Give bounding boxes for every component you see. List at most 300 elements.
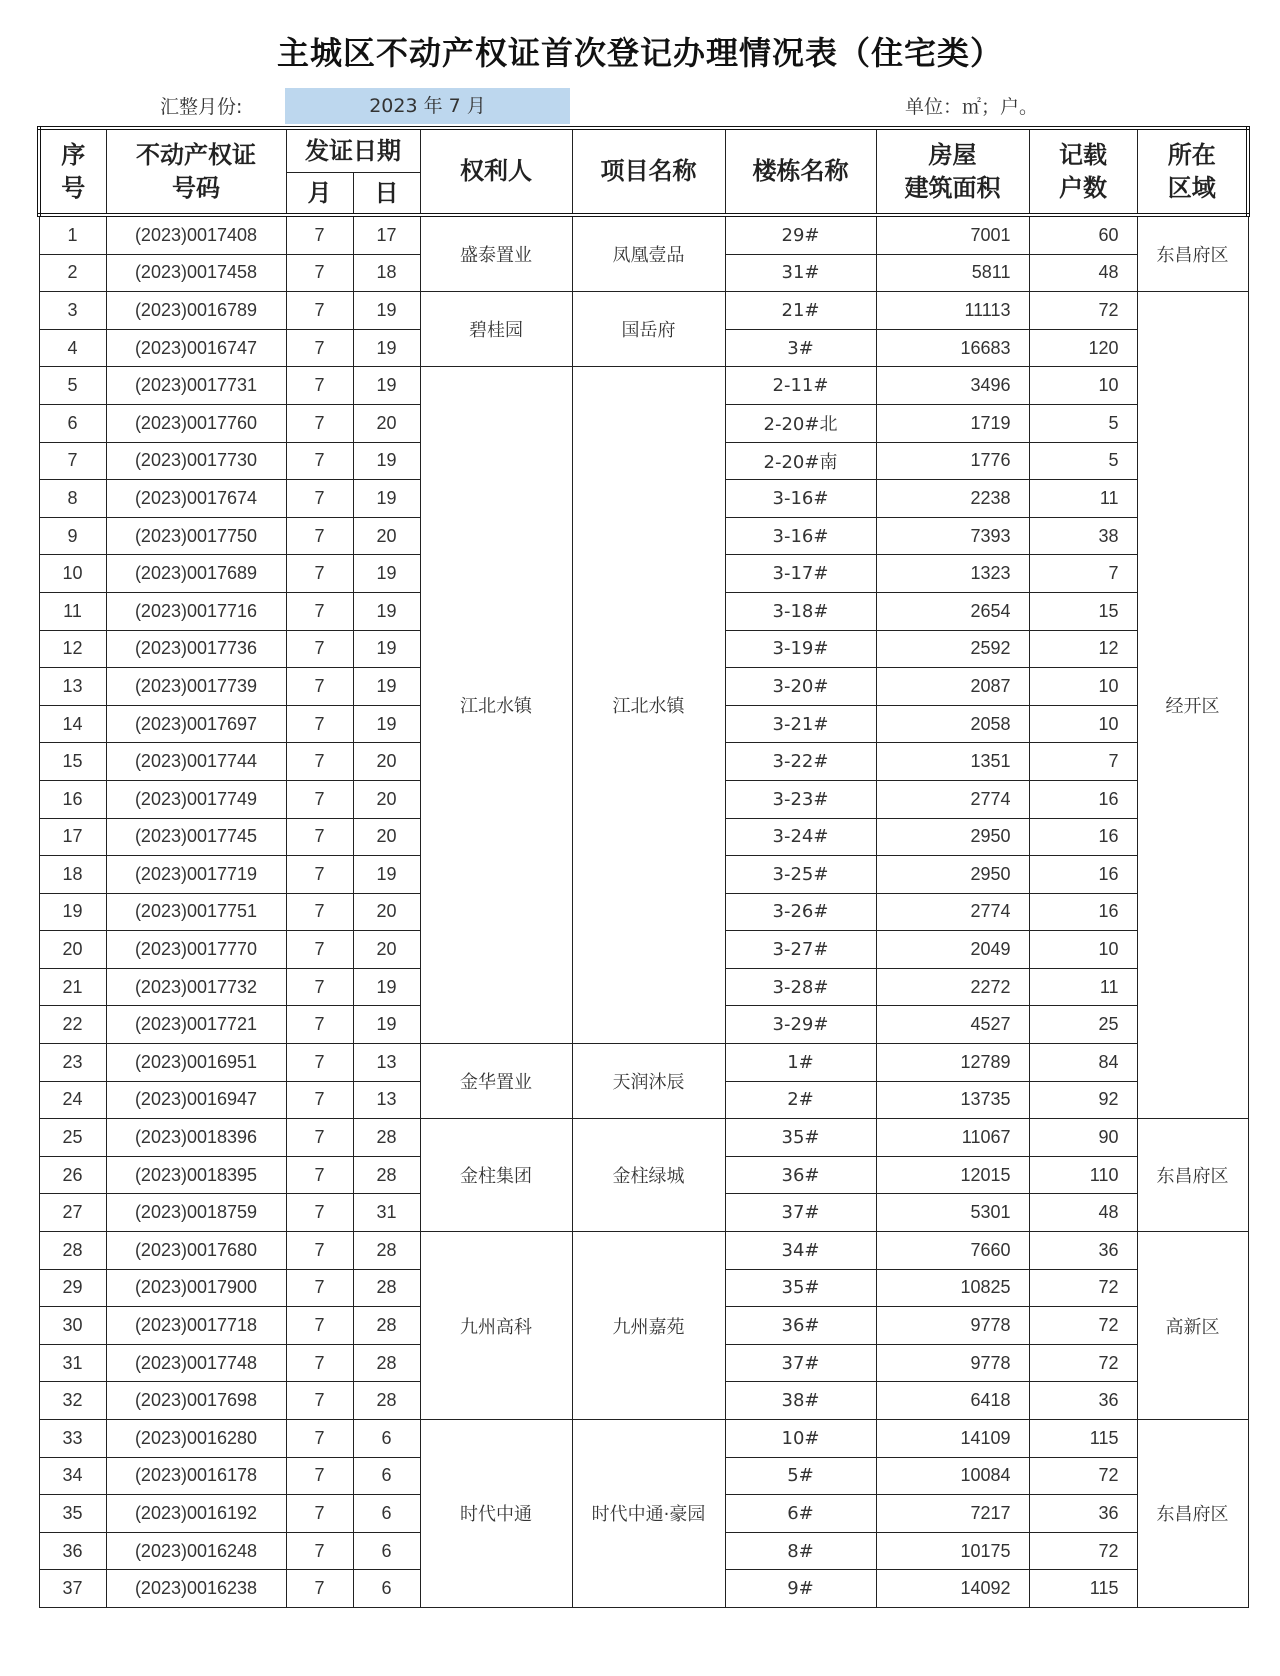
region-cell: 经开区 [1137,292,1248,1119]
building-cell: 36# [725,1307,876,1345]
households-cell: 7 [1029,555,1137,593]
area-cell: 5301 [876,1194,1029,1232]
region-cell: 东昌府区 [1137,1119,1248,1232]
day-cell: 31 [353,1194,420,1232]
households-cell: 115 [1029,1570,1137,1608]
seq-cell: 18 [39,856,106,894]
header-seq [39,128,106,215]
region-cell: 东昌府区 [1137,215,1248,292]
seq-cell: 14 [39,705,106,743]
day-cell: 19 [353,292,420,330]
header-cert [106,128,286,215]
households-cell: 5 [1029,404,1137,442]
area-cell: 3496 [876,367,1029,405]
month-cell: 7 [286,1570,353,1608]
seq-cell: 9 [39,517,106,555]
cert-number-cell: (2023)0017730 [106,442,286,480]
day-cell: 19 [353,705,420,743]
cert-number-cell: (2023)0017750 [106,517,286,555]
owner-cell: 碧桂园 [420,292,572,367]
day-cell: 19 [353,630,420,668]
households-cell: 36 [1029,1495,1137,1533]
households-cell: 16 [1029,856,1137,894]
day-cell: 19 [353,856,420,894]
households-cell: 84 [1029,1044,1137,1082]
seq-cell: 34 [39,1457,106,1495]
month-cell: 7 [286,968,353,1006]
day-cell: 6 [353,1495,420,1533]
cert-number-cell: (2023)0017751 [106,893,286,931]
cert-number-cell: (2023)0017732 [106,968,286,1006]
building-cell: 3-27# [725,931,876,969]
project-cell: 九州嘉苑 [572,1232,725,1420]
month-cell: 7 [286,1532,353,1570]
cert-number-cell: (2023)0016747 [106,329,286,367]
cert-number-cell: (2023)0016178 [106,1457,286,1495]
households-cell: 7 [1029,743,1137,781]
area-cell: 7393 [876,517,1029,555]
month-cell: 7 [286,1232,353,1270]
month-cell: 7 [286,480,353,518]
cert-number-cell: (2023)0018396 [106,1119,286,1157]
households-cell: 90 [1029,1119,1137,1157]
header-seq-line1: 序 [61,141,86,170]
building-cell: 38# [725,1382,876,1420]
cert-number-cell: (2023)0017739 [106,668,286,706]
day-cell: 20 [353,893,420,931]
area-cell: 12789 [876,1044,1029,1082]
building-cell: 3-18# [725,592,876,630]
project-cell: 天润沐辰 [572,1044,725,1119]
header-seq-line2: 号 [61,173,86,202]
households-cell: 16 [1029,893,1137,931]
day-cell: 28 [353,1307,420,1345]
month-cell: 7 [286,254,353,292]
building-cell: 10# [725,1420,876,1458]
day-cell: 19 [353,555,420,593]
households-cell: 10 [1029,705,1137,743]
seq-cell: 5 [39,367,106,405]
month-cell: 7 [286,1307,353,1345]
table-row [39,1119,1248,1157]
month-cell: 7 [286,329,353,367]
cert-number-cell: (2023)0017900 [106,1269,286,1307]
households-cell: 48 [1029,254,1137,292]
cert-number-cell: (2023)0017458 [106,254,286,292]
header-area [876,128,1029,215]
area-cell: 16683 [876,329,1029,367]
seq-cell: 19 [39,893,106,931]
building-cell: 3-26# [725,893,876,931]
month-value: 2023 年 7 月 [285,88,570,124]
building-cell: 3-17# [725,555,876,593]
building-cell: 5# [725,1457,876,1495]
seq-cell: 28 [39,1232,106,1270]
cert-number-cell: (2023)0017719 [106,856,286,894]
header-day: 日 [353,173,420,216]
month-cell: 7 [286,555,353,593]
header-region [1137,128,1248,215]
households-cell: 115 [1029,1420,1137,1458]
area-cell: 7217 [876,1495,1029,1533]
seq-cell: 31 [39,1344,106,1382]
building-cell: 34# [725,1232,876,1270]
seq-cell: 7 [39,442,106,480]
households-cell: 72 [1029,292,1137,330]
cert-number-cell: (2023)0017731 [106,367,286,405]
day-cell: 18 [353,254,420,292]
cert-number-cell: (2023)0017674 [106,480,286,518]
seq-cell: 22 [39,1006,106,1044]
building-cell: 3-16# [725,517,876,555]
table-row [39,292,1248,330]
building-cell: 3-19# [725,630,876,668]
header-households [1029,128,1137,215]
month-cell: 7 [286,1156,353,1194]
project-cell: 时代中通·豪园 [572,1420,725,1608]
day-cell: 19 [353,592,420,630]
table-row [39,1420,1248,1458]
building-cell: 3-21# [725,705,876,743]
area-cell: 2058 [876,705,1029,743]
day-cell: 19 [353,968,420,1006]
households-cell: 5 [1029,442,1137,480]
households-cell: 72 [1029,1307,1137,1345]
seq-cell: 8 [39,480,106,518]
households-cell: 120 [1029,329,1137,367]
project-cell: 凤凰壹品 [572,215,725,292]
cert-number-cell: (2023)0018759 [106,1194,286,1232]
households-cell: 25 [1029,1006,1137,1044]
day-cell: 6 [353,1532,420,1570]
header-households-line2: 户数 [1059,173,1107,202]
header-area-line1: 房屋 [928,141,977,170]
month-cell: 7 [286,818,353,856]
day-cell: 20 [353,780,420,818]
building-cell: 3-28# [725,968,876,1006]
table-row [39,215,1248,254]
cert-number-cell: (2023)0017749 [106,780,286,818]
day-cell: 28 [353,1156,420,1194]
project-cell: 金柱绿城 [572,1119,725,1232]
building-cell: 3# [725,329,876,367]
month-label: 汇整月份: [160,96,243,118]
day-cell: 13 [353,1044,420,1082]
building-cell: 2-20#南 [725,442,876,480]
seq-cell: 4 [39,329,106,367]
households-cell: 110 [1029,1156,1137,1194]
building-cell: 2-20#北 [725,404,876,442]
cert-number-cell: (2023)0017736 [106,630,286,668]
households-cell: 36 [1029,1382,1137,1420]
region-cell: 高新区 [1137,1232,1248,1420]
area-cell: 2950 [876,818,1029,856]
households-cell: 38 [1029,517,1137,555]
area-cell: 2774 [876,893,1029,931]
month-cell: 7 [286,1344,353,1382]
header-households-line1: 记载 [1059,141,1107,170]
seq-cell: 20 [39,931,106,969]
day-cell: 28 [353,1232,420,1270]
building-cell: 35# [725,1269,876,1307]
area-cell: 2592 [876,630,1029,668]
area-cell: 2087 [876,668,1029,706]
cert-number-cell: (2023)0017745 [106,818,286,856]
header-month: 月 [286,173,353,216]
seq-cell: 26 [39,1156,106,1194]
building-cell: 29# [725,215,876,254]
building-cell: 1# [725,1044,876,1082]
month-cell: 7 [286,1044,353,1082]
cert-number-cell: (2023)0016238 [106,1570,286,1608]
building-cell: 6# [725,1495,876,1533]
month-cell: 7 [286,215,353,254]
households-cell: 10 [1029,668,1137,706]
building-cell: 21# [725,292,876,330]
area-cell: 9778 [876,1344,1029,1382]
month-cell: 7 [286,931,353,969]
cert-number-cell: (2023)0016192 [106,1495,286,1533]
area-cell: 2950 [876,856,1029,894]
households-cell: 10 [1029,931,1137,969]
households-cell: 10 [1029,367,1137,405]
month-cell: 7 [286,292,353,330]
owner-cell: 九州高科 [420,1232,572,1420]
building-cell: 8# [725,1532,876,1570]
project-cell: 国岳府 [572,292,725,367]
households-cell: 11 [1029,480,1137,518]
area-cell: 11067 [876,1119,1029,1157]
area-cell: 1719 [876,404,1029,442]
area-cell: 1351 [876,743,1029,781]
seq-cell: 36 [39,1532,106,1570]
seq-cell: 2 [39,254,106,292]
households-cell: 16 [1029,818,1137,856]
cert-number-cell: (2023)0017698 [106,1382,286,1420]
building-cell: 3-24# [725,818,876,856]
area-cell: 1776 [876,442,1029,480]
cert-number-cell: (2023)0018395 [106,1156,286,1194]
header-building: 楼栋名称 [725,128,876,215]
area-cell: 11113 [876,292,1029,330]
building-cell: 3-20# [725,668,876,706]
header-cert-line2: 号码 [172,173,220,202]
building-cell: 31# [725,254,876,292]
day-cell: 13 [353,1081,420,1119]
day-cell: 19 [353,442,420,480]
month-cell: 7 [286,1006,353,1044]
month-cell: 7 [286,442,353,480]
building-cell: 3-23# [725,780,876,818]
area-cell: 14092 [876,1570,1029,1608]
area-cell: 9778 [876,1307,1029,1345]
seq-cell: 30 [39,1307,106,1345]
area-cell: 7001 [876,215,1029,254]
households-cell: 72 [1029,1532,1137,1570]
area-cell: 10175 [876,1532,1029,1570]
month-cell: 7 [286,705,353,743]
table-row [39,1044,1248,1082]
day-cell: 19 [353,329,420,367]
seq-cell: 27 [39,1194,106,1232]
cert-number-cell: (2023)0017680 [106,1232,286,1270]
seq-cell: 29 [39,1269,106,1307]
area-cell: 6418 [876,1382,1029,1420]
area-cell: 2654 [876,592,1029,630]
day-cell: 19 [353,367,420,405]
seq-cell: 37 [39,1570,106,1608]
cert-number-cell: (2023)0017716 [106,592,286,630]
seq-cell: 13 [39,668,106,706]
month-cell: 7 [286,780,353,818]
building-cell: 36# [725,1156,876,1194]
cert-number-cell: (2023)0017718 [106,1307,286,1345]
month-cell: 7 [286,592,353,630]
page-title: 主城区不动产权证首次登记办理情况表（住宅类） [276,34,1003,72]
day-cell: 28 [353,1269,420,1307]
month-cell: 7 [286,856,353,894]
header-project: 项目名称 [572,128,725,215]
area-cell: 2238 [876,480,1029,518]
households-cell: 72 [1029,1344,1137,1382]
unit-label: 单位：㎡；户。 [905,96,1039,118]
header-region-line1: 所在 [1167,141,1216,170]
seq-cell: 21 [39,968,106,1006]
day-cell: 17 [353,215,420,254]
cert-number-cell: (2023)0017408 [106,215,286,254]
month-cell: 7 [286,517,353,555]
day-cell: 20 [353,818,420,856]
seq-cell: 32 [39,1382,106,1420]
cert-number-cell: (2023)0017744 [106,743,286,781]
area-cell: 4527 [876,1006,1029,1044]
month-cell: 7 [286,743,353,781]
area-cell: 5811 [876,254,1029,292]
area-cell: 12015 [876,1156,1029,1194]
seq-cell: 33 [39,1420,106,1458]
header-area-line2: 建筑面积 [904,173,1001,202]
owner-cell: 金柱集团 [420,1119,572,1232]
households-cell: 92 [1029,1081,1137,1119]
day-cell: 20 [353,931,420,969]
households-cell: 15 [1029,592,1137,630]
day-cell: 20 [353,404,420,442]
households-cell: 36 [1029,1232,1137,1270]
cert-number-cell: (2023)0017760 [106,404,286,442]
seq-cell: 16 [39,780,106,818]
households-cell: 72 [1029,1457,1137,1495]
month-cell: 7 [286,1081,353,1119]
day-cell: 19 [353,1006,420,1044]
day-cell: 6 [353,1570,420,1608]
header-region-line2: 区域 [1167,173,1216,202]
day-cell: 6 [353,1457,420,1495]
month-cell: 7 [286,1194,353,1232]
seq-cell: 11 [39,592,106,630]
day-cell: 19 [353,668,420,706]
area-cell: 13735 [876,1081,1029,1119]
header-date: 发证日期 [286,128,420,173]
seq-cell: 12 [39,630,106,668]
day-cell: 28 [353,1119,420,1157]
cert-number-cell: (2023)0017697 [106,705,286,743]
table-row [39,1232,1248,1270]
owner-cell: 时代中通 [420,1420,572,1608]
building-cell: 37# [725,1194,876,1232]
owner-cell: 盛泰置业 [420,215,572,292]
month-cell: 7 [286,893,353,931]
month-cell: 7 [286,1119,353,1157]
seq-cell: 17 [39,818,106,856]
cert-number-cell: (2023)0017770 [106,931,286,969]
building-cell: 9# [725,1570,876,1608]
building-cell: 37# [725,1344,876,1382]
area-cell: 10825 [876,1269,1029,1307]
header-owner: 权利人 [420,128,572,215]
cert-number-cell: (2023)0017721 [106,1006,286,1044]
day-cell: 6 [353,1420,420,1458]
households-cell: 16 [1029,780,1137,818]
households-cell: 11 [1029,968,1137,1006]
month-cell: 7 [286,630,353,668]
day-cell: 20 [353,743,420,781]
cert-number-cell: (2023)0017748 [106,1344,286,1382]
seq-cell: 10 [39,555,106,593]
table-row [39,367,1248,405]
day-cell: 28 [353,1382,420,1420]
area-cell: 14109 [876,1420,1029,1458]
households-cell: 12 [1029,630,1137,668]
building-cell: 3-16# [725,480,876,518]
seq-cell: 6 [39,404,106,442]
building-cell: 3-25# [725,856,876,894]
seq-cell: 1 [39,215,106,254]
building-cell: 2# [725,1081,876,1119]
area-cell: 10084 [876,1457,1029,1495]
day-cell: 28 [353,1344,420,1382]
table-body [39,215,1248,1607]
area-cell: 2049 [876,931,1029,969]
month-cell: 7 [286,1420,353,1458]
cert-number-cell: (2023)0016248 [106,1532,286,1570]
header-cert-line1: 不动产权证 [136,141,256,170]
day-cell: 19 [353,480,420,518]
households-cell: 72 [1029,1269,1137,1307]
seq-cell: 15 [39,743,106,781]
seq-cell: 23 [39,1044,106,1082]
area-cell: 7660 [876,1232,1029,1270]
month-cell: 7 [286,1495,353,1533]
month-cell: 7 [286,367,353,405]
area-cell: 2774 [876,780,1029,818]
project-cell: 江北水镇 [572,367,725,1044]
registration-table [37,126,1250,1608]
month-cell: 7 [286,1382,353,1420]
seq-cell: 25 [39,1119,106,1157]
cert-number-cell: (2023)0016951 [106,1044,286,1082]
households-cell: 48 [1029,1194,1137,1232]
month-cell: 7 [286,404,353,442]
cert-number-cell: (2023)0017689 [106,555,286,593]
area-cell: 1323 [876,555,1029,593]
seq-cell: 3 [39,292,106,330]
building-cell: 2-11# [725,367,876,405]
cert-number-cell: (2023)0016789 [106,292,286,330]
area-cell: 2272 [876,968,1029,1006]
month-cell: 7 [286,668,353,706]
cert-number-cell: (2023)0016280 [106,1420,286,1458]
building-cell: 3-29# [725,1006,876,1044]
